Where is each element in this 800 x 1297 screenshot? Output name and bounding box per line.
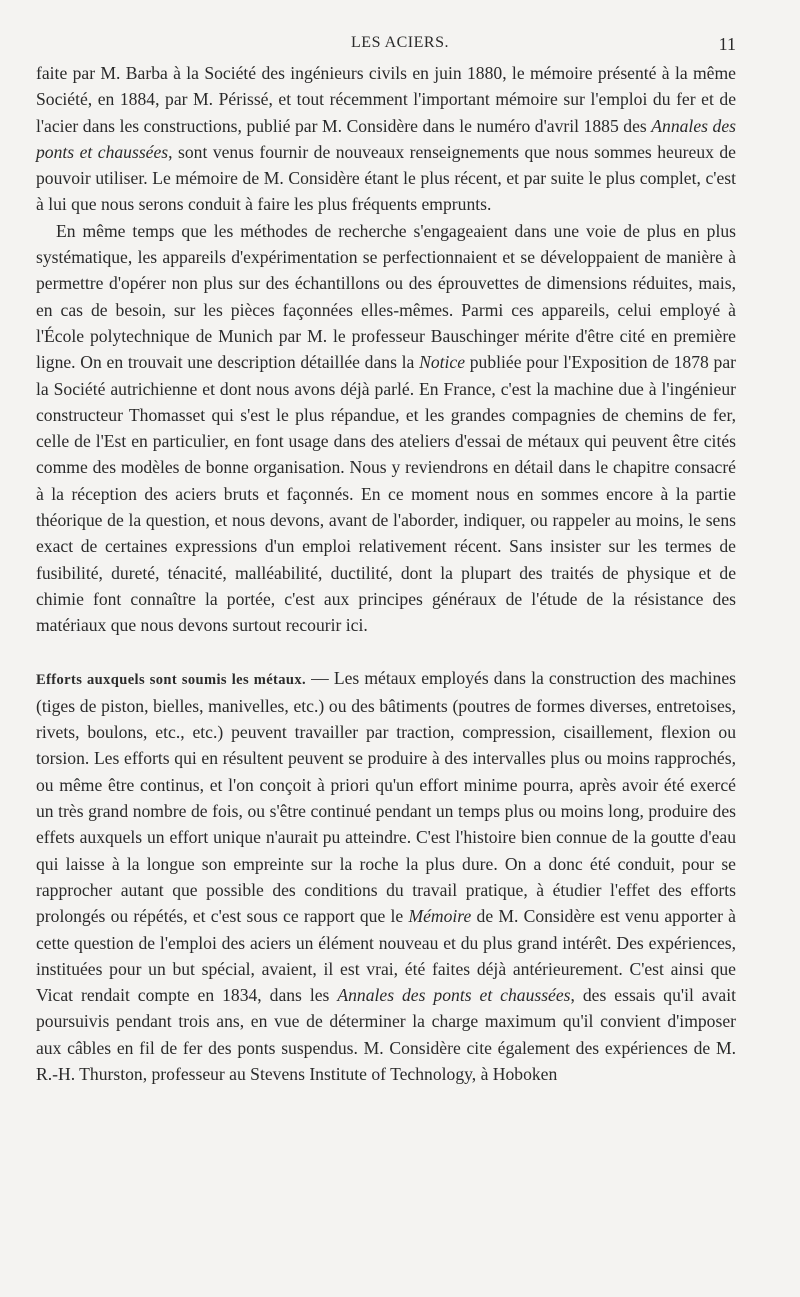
paragraph-1 — [36, 60, 736, 218]
p2-italic-notice: Notice — [419, 352, 466, 373]
p1-text-1: faite par M. Barba à la Société des ingénieurs civils en juin 1880, le mémoire présenté à la même Société, en 1884, par M. Périssé, et tout récemment l'important mémoire sur l'emploi du fer et de l'acier dans les constructions, publié par M. Considère dans le numéro d'avril 1885 des — [36, 63, 736, 136]
section-heading: Efforts auxquels sont soumis les métaux. — [36, 671, 307, 688]
page-number: 11 — [718, 34, 736, 54]
p3-italic-annales: Annales des ponts et chaussées — [337, 985, 571, 1006]
p3-text-1: — Les métaux employés dans la construction des machines (tiges de piston, bielles, manivelles, etc.) ou des bâtiments (poutres de formes diverses, entretoises, rivets, boulons, etc., etc.) peuvent travailler par traction, compression, cisaillement, flexion ou torsion. Les efforts qui en résultent peuvent se produire à des intervalles plus ou moins rapprochés, ou même être continus, et l'on conçoit à priori qu'un effort minime pourra, après avoir été exercé un très grand nombre de fois, ou s'être continué pendant un temps plus ou moins long, produire des effets auxquels un effort unique n'aurait pu atteindre. C'est l'histoire bien connue de la goutte d'eau qui laisse à la longue son empreinte sur la roche la plus dure. On a donc été conduit, pour se rapprocher autant que possible des conditions du travail pratique, à étudier l'effet des efforts prolongés ou répétés, et c'est sous ce rapport que le — [36, 667, 736, 927]
p3-text-2: de M. Considère est venu apporter à cette question de l'emploi des aciers un élément nouveau et du plus grand intérêt. Des expériences, instituées pour un but spécial, avaient, il est vrai, été faites déjà antérieurement. C'est ainsi que Vicat rendait compte en 1834, dans les — [36, 906, 736, 1006]
p1-text-2: , sont venus fournir de nouveaux renseignements que nous sommes heureux de pouvoir utiliser. Le mémoire de M. Considère étant le plus récent, et par suite le plus complet, c'est à lui que nous serons conduit à faire les plus fréquents emprunts. — [36, 141, 736, 215]
paragraph-3 — [36, 665, 736, 1088]
p2-text-1: En même temps que les méthodes de recherche s'engageaient dans une voie de plus en plus systématique, les appareils d'expérimentation se perfectionnaient et se développaient de manière à permettre d'opérer non plus sur des échantillons ou des éprouvettes de dimensions réduites, mais, en cas de besoin, sur les pièces façonnées elles-mêmes. Parmi ces appareils, celui employé à l'École polytechnique de Munich par M. le professeur Bauschinger mérite d'être cité en première ligne. On en trouvait une description détaillée dans la — [36, 220, 736, 373]
p1-italic-title: Annales des ponts et chaussées — [36, 115, 736, 162]
p3-italic-memoire: Mémoire — [408, 906, 472, 927]
body-text — [36, 60, 736, 1087]
running-title: LES ACIERS. — [351, 34, 449, 51]
p3-text-3: , des essais qu'il avait poursuivis pendant trois ans, en vue de déterminer la charge maximum qu'il convient d'imposer aux câbles en fil de fer des ponts suspendus. M. Considère cite également des expériences de M. R.-H. Thurston, professeur au Stevens Institute of Technology, à Hoboken — [36, 985, 736, 1084]
paragraph-2 — [36, 218, 736, 639]
p2-text-2: publiée pour l'Exposition de 1878 par la Société autrichienne et dont nous avons déjà parlé. En France, c'est la machine due à l'ingénieur constructeur Thomasset qui s'est le plus répandue, et les grandes compagnies de chemins de fer, celle de l'Est en particulier, en font usage dans des ateliers d'essai de métaux qui peuvent être cités comme des modèles de bonne organisation. Nous y reviendrons en détail dans le chapitre consacré à la réception des aciers bruts et façonnés. En ce moment nous en sommes encore à la partie théorique de la question, et nous devons, avant de l'aborder, indiquer, ou rappeler au moins, le sens exact de certaines expressions d'un emploi relativement récent. Sans insister sur les termes de fusibilité, dureté, ténacité, malléabilité, ductilité, dont la plupart des traités de physique et de chimie font connaître la portée, c'est aux principes généraux de l'étude de la résistance des matériaux que nous devons surtout recourir ici. — [36, 352, 737, 636]
running-head — [0, 30, 800, 56]
